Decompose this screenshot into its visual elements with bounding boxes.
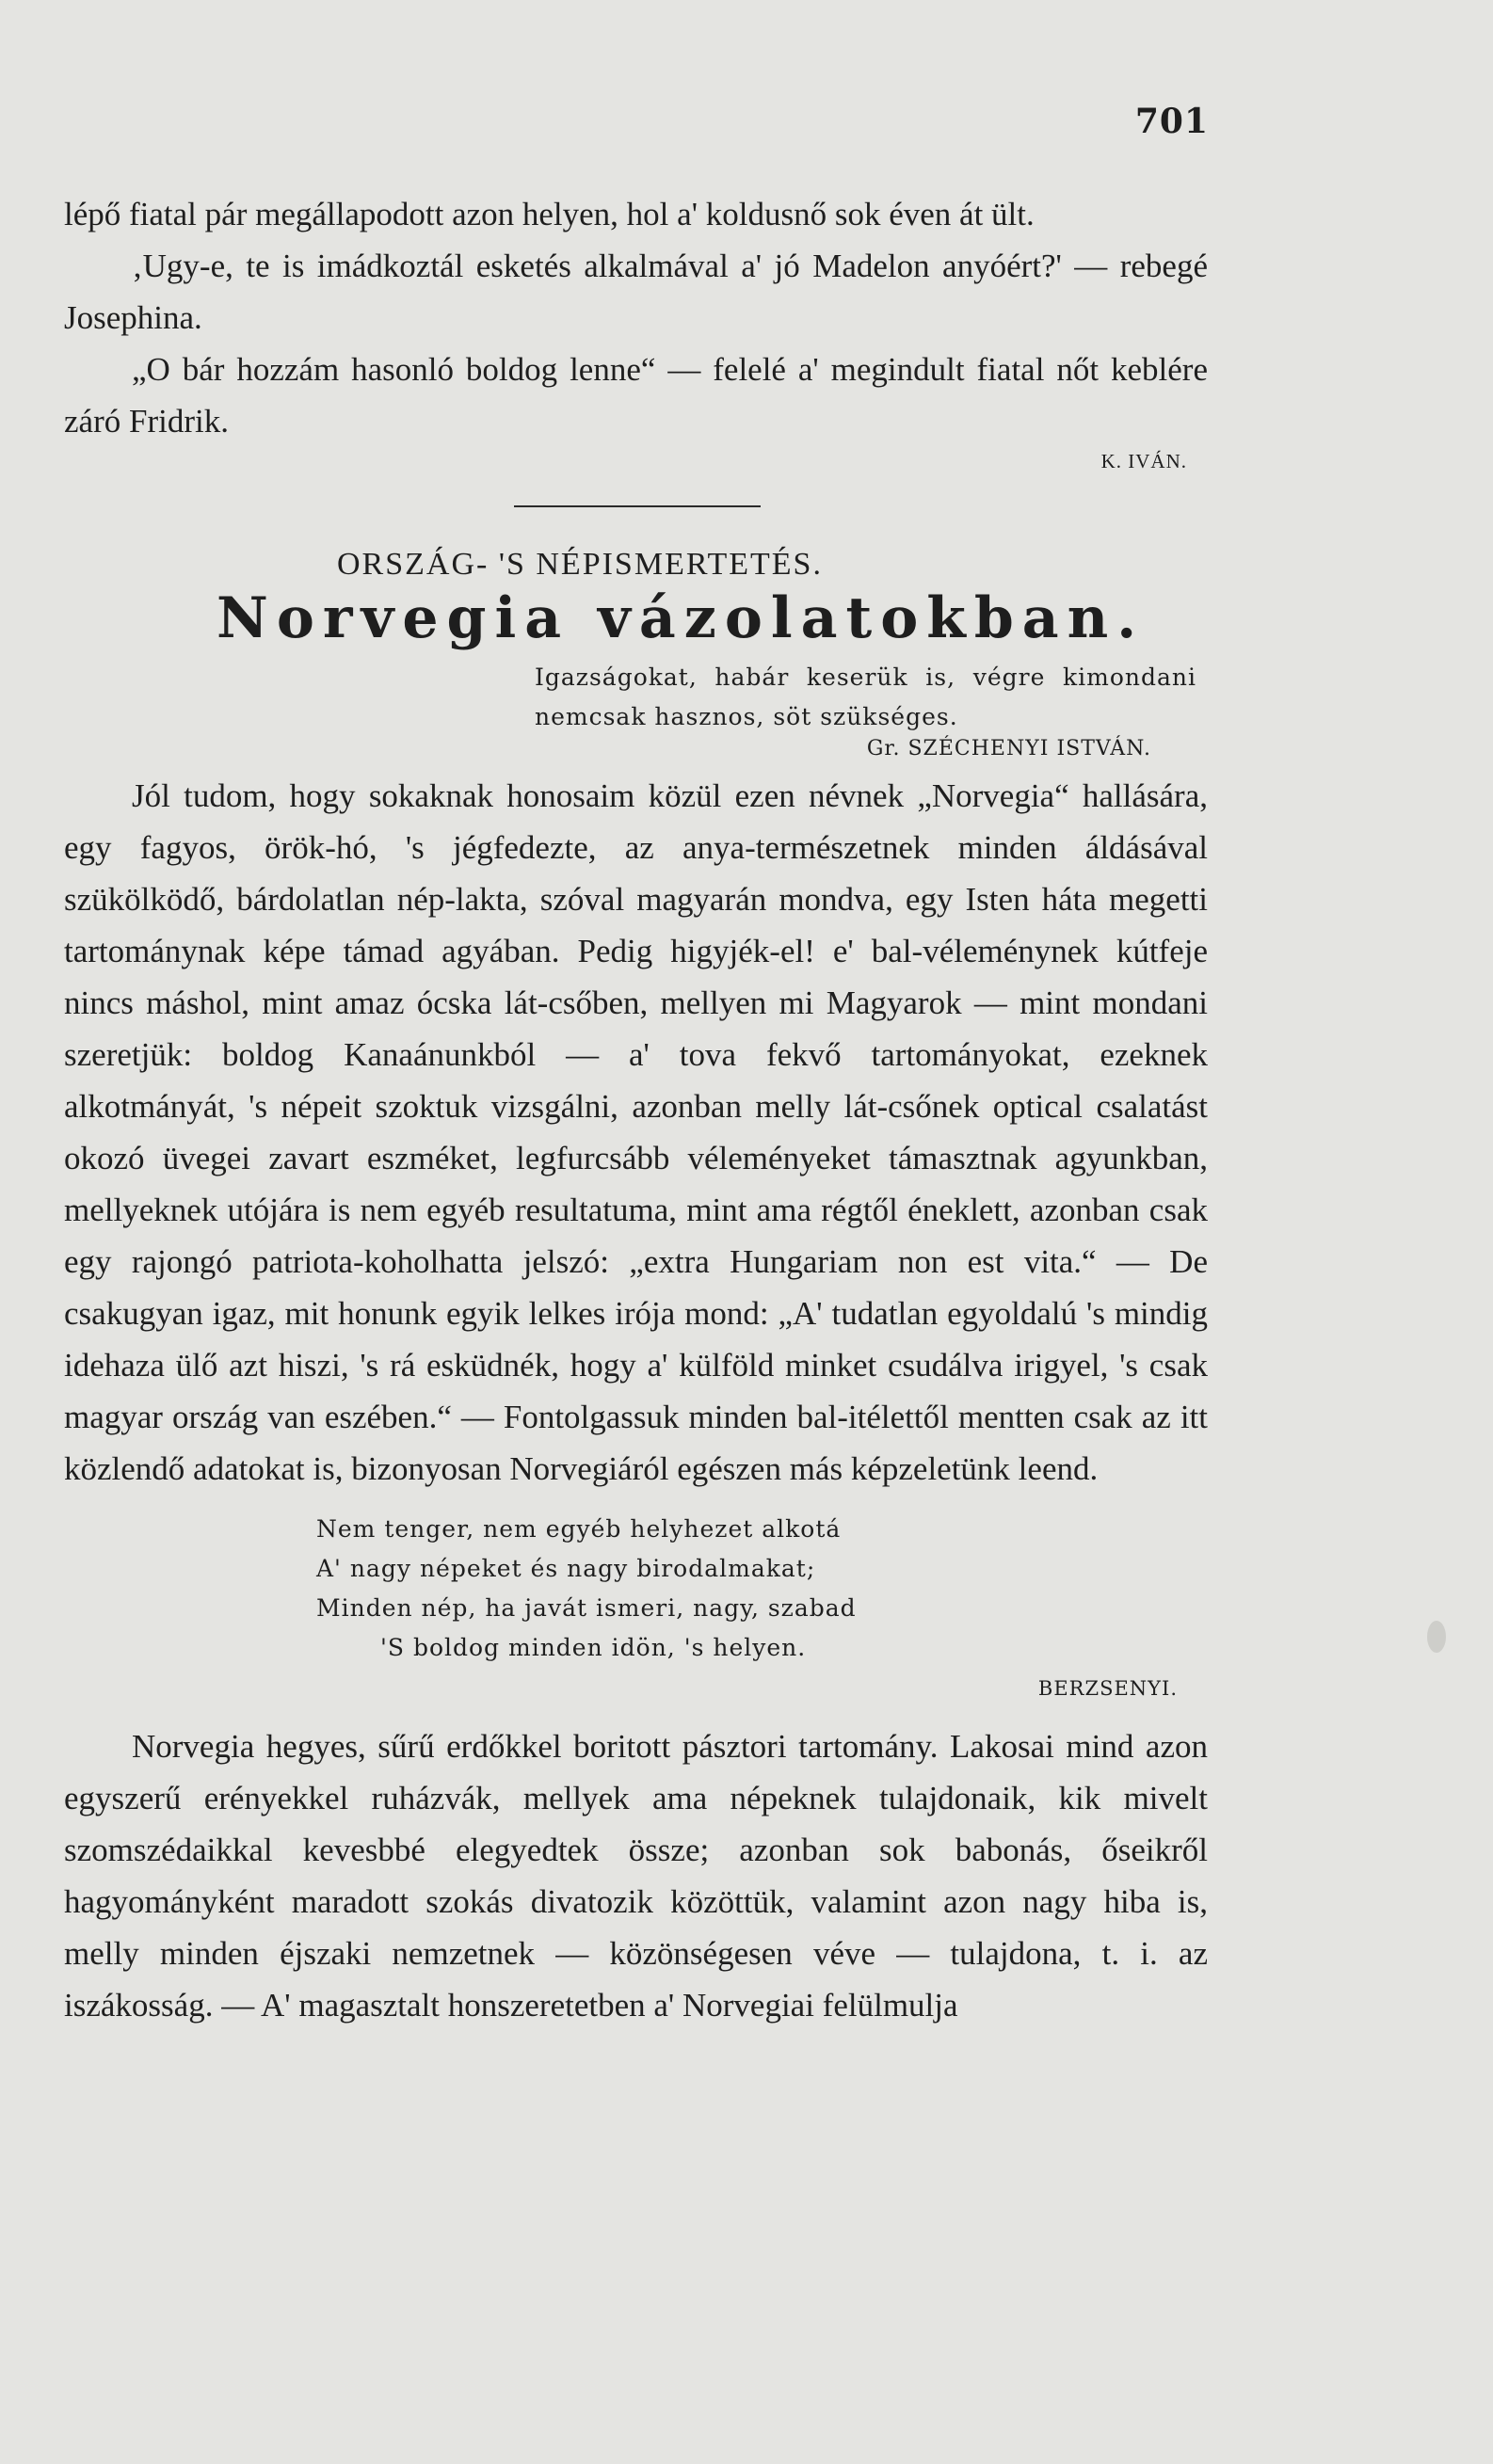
section-divider — [514, 505, 761, 507]
article-title: Norvegia vázolatokban. — [217, 585, 1146, 651]
story-paragraph: „O bár hozzám hasonló boldog lenne“ — felelé a' megindult fiatal nőt keblére záró Fridrik. — [64, 351, 1208, 440]
poem-line: A' nagy népeket és nagy birodalmakat; — [316, 1555, 816, 1582]
page-content — [64, 188, 1208, 2031]
story-signature: K. IVÁN. — [1100, 450, 1187, 472]
motto-text: Igazságokat, habár keserük is, végre kimondani nemcsak hasznos, söt szükséges. — [535, 664, 1196, 730]
paper-stain — [1427, 1621, 1446, 1653]
poem-author: BERZSENYI. — [1037, 1677, 1178, 1700]
section-heading: ORSZÁG- 'S NÉPISMERTETÉS. — [337, 547, 823, 582]
poem-line: Minden nép, ha javát ismeri, nagy, szabad — [316, 1594, 857, 1622]
body-paragraph: Jól tudom, hogy sokaknak honosaim közül ezen névnek „Norvegia“ hallására, egy fagyos, örök-hó, 's jégfedezte, az anya-természetnek minden áldásával szükölködő, bárdolatlan nép-lakta, szóval magyarán mondva, egy Isten háta megetti tartománynak képe támad agyában. Pedig higyjék-el! e' bal-véleménynek kútfeje nincs máshol, mint amaz ócska lát-csőben, mellyen mi Magyarok — mint mondani szeretjük: boldog Kanaánunkból — a' tova fekvő tartományokat, ezeknek alkotmányát, 's népeit szoktuk vizsgálni, azonban melly lát-csőnek optical csalatást okozó üvegei zavart eszméket, legfurcsább véleményeket támasztnak agyunkban, mellyeknek utójára is nem egyéb resultatuma, mint ama régtől éneklett, azonban csak egy rajongó patriota-koholhatta jelszó: „extra Hungariam non est vita.“ — De csakugyan igaz, mit honunk egyik lelkes irója mond: „A' tudatlan egyoldalú 's mindig idehaza ülő azt hiszi, 's rá esküdnék, hogy a' külföld minket csudálva irigyel, 's csak magyar ország van eszében.“ — Fontolgassuk minden bal-itélettől mentten csak az itt közlendő adatokat is, bizonyosan Norvegiáról egészen más képzeletünk leend. — [64, 777, 1208, 1487]
poem-line: Nem tenger, nem egyéb helyhezet alkotá — [316, 1515, 842, 1543]
page-number: 701 — [1134, 102, 1209, 141]
poem-line: 'S boldog minden idön, 's helyen. — [380, 1634, 807, 1661]
motto-author: Gr. SZÉCHENYI ISTVÁN. — [866, 737, 1151, 760]
story-paragraph: ‚Ugy-e, te is imádkoztál esketés alkalmával a' jó Madelon anyóért?' — rebegé Josephina. — [64, 248, 1208, 336]
body-paragraph: Norvegia hegyes, sűrű erdőkkel boritott pásztori tartomány. Lakosai mind azon egyszerű erényekkel ruházvák, mellyek ama népeknek tulajdonaik, kik mivelt szomszédaikkal kevesbbé elegyedtek össze; azonban sok babonás, őseikről hagyományként maradott szokás divatozik közöttük, valamint azon nagy hiba is, melly minden éjszaki nemzetnek — közönségesen véve — tulajdona, t. i. az iszákosság. — A' magasztalt honszeretetben a' Norvegiai felülmulja — [64, 1728, 1208, 2024]
story-paragraph: lépő fiatal pár megállapodott azon helyen, hol a' koldusnő sok éven át ült. — [64, 196, 1035, 232]
poem — [316, 1510, 1208, 1668]
